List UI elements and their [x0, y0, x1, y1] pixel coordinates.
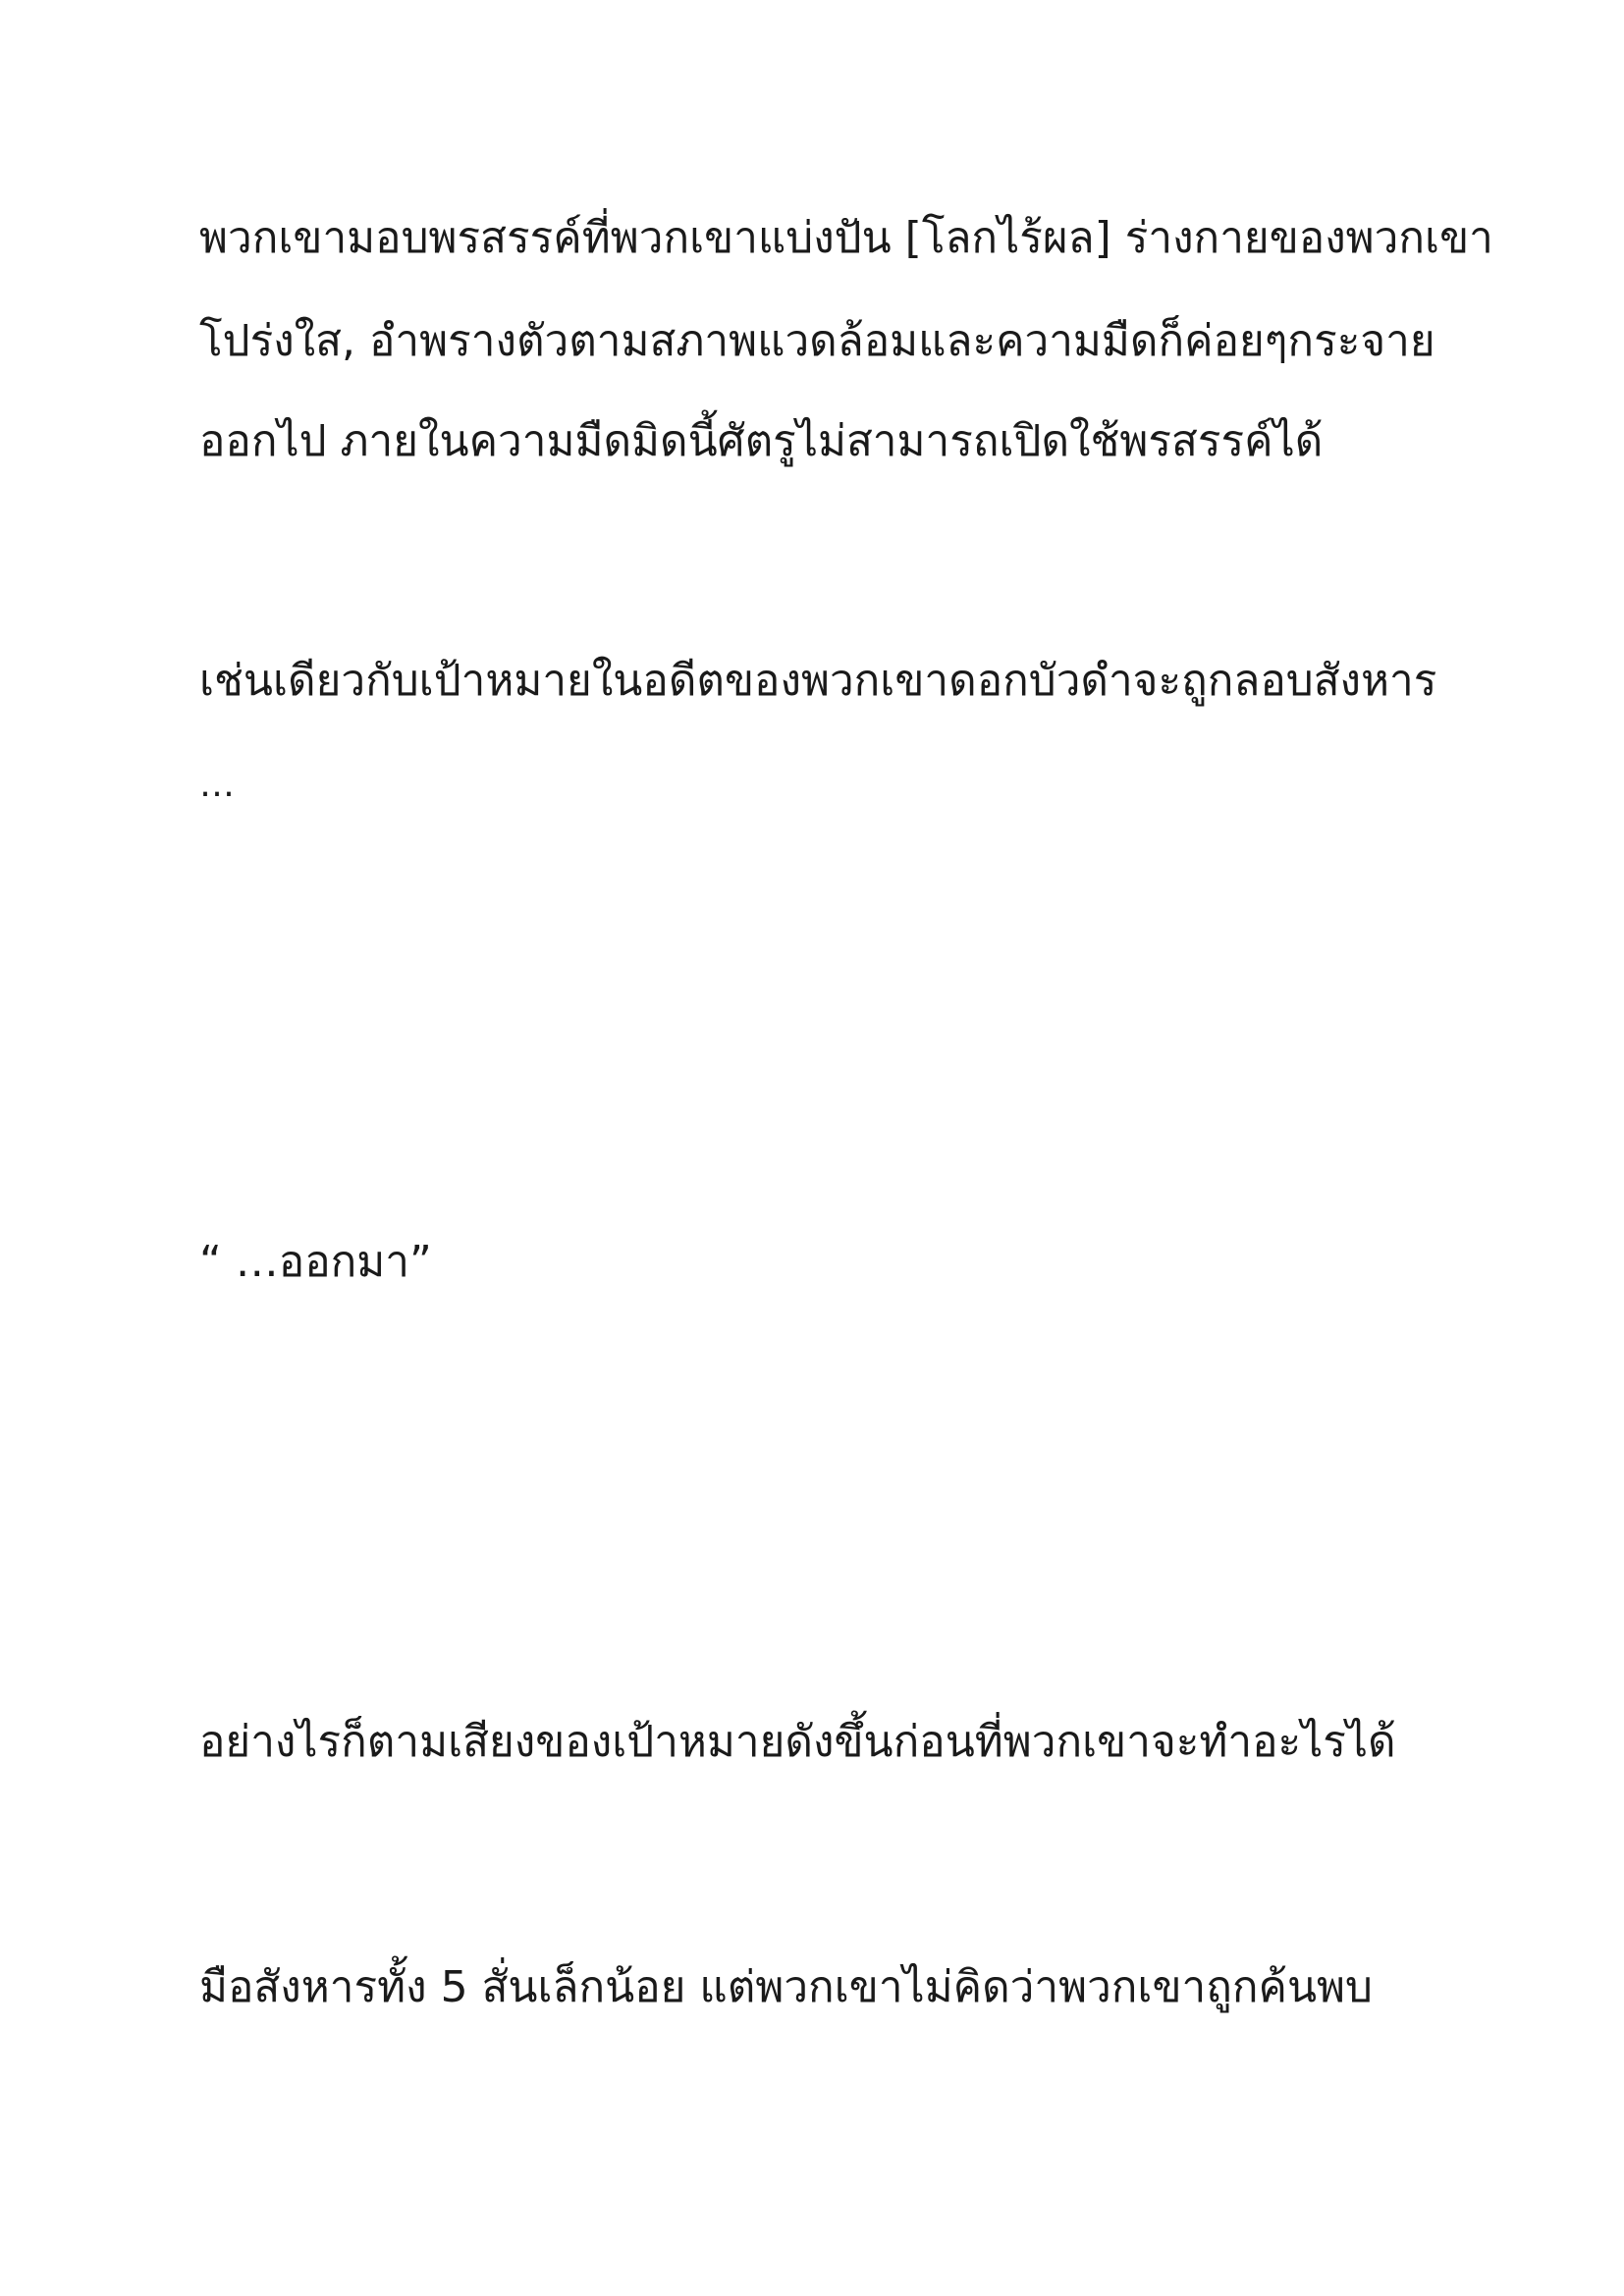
paragraph-line: โปร่งใส, อำพรางตัวตามสภาพแวดล้อมและความมืดก็ค่อยๆกระจาย	[199, 316, 1435, 366]
paragraph-line: เช่นเดียวกับเป้าหมายในอดีตของพวกเขาดอกบัวดำจะถูกลอบสังหาร	[199, 656, 1437, 706]
dialogue-line: “ …ออกมา”	[199, 1237, 432, 1287]
paragraph-line: มือสังหารทั้ง 5 สั่นเล็กน้อย แต่พวกเขาไม่คิดว่าพวกเขาถูกค้นพบ	[199, 1962, 1373, 2012]
paragraph-line: ออกไป ภายในความมืดมิดนี้ศัตรูไม่สามารถเปิดใช้พรสรรค์ได้	[199, 416, 1324, 466]
paragraph-line: พวกเขามอบพรสรรค์ที่พวกเขาแบ่งปัน [โลกไร้ผล] ร่างกายของพวกเขา	[199, 213, 1493, 263]
paragraph-line: อย่างไรก็ตามเสียงของเป้าหมายดังขึ้นก่อนที่พวกเขาจะทำอะไรได้	[199, 1717, 1396, 1767]
ellipsis-line: …	[199, 765, 241, 805]
